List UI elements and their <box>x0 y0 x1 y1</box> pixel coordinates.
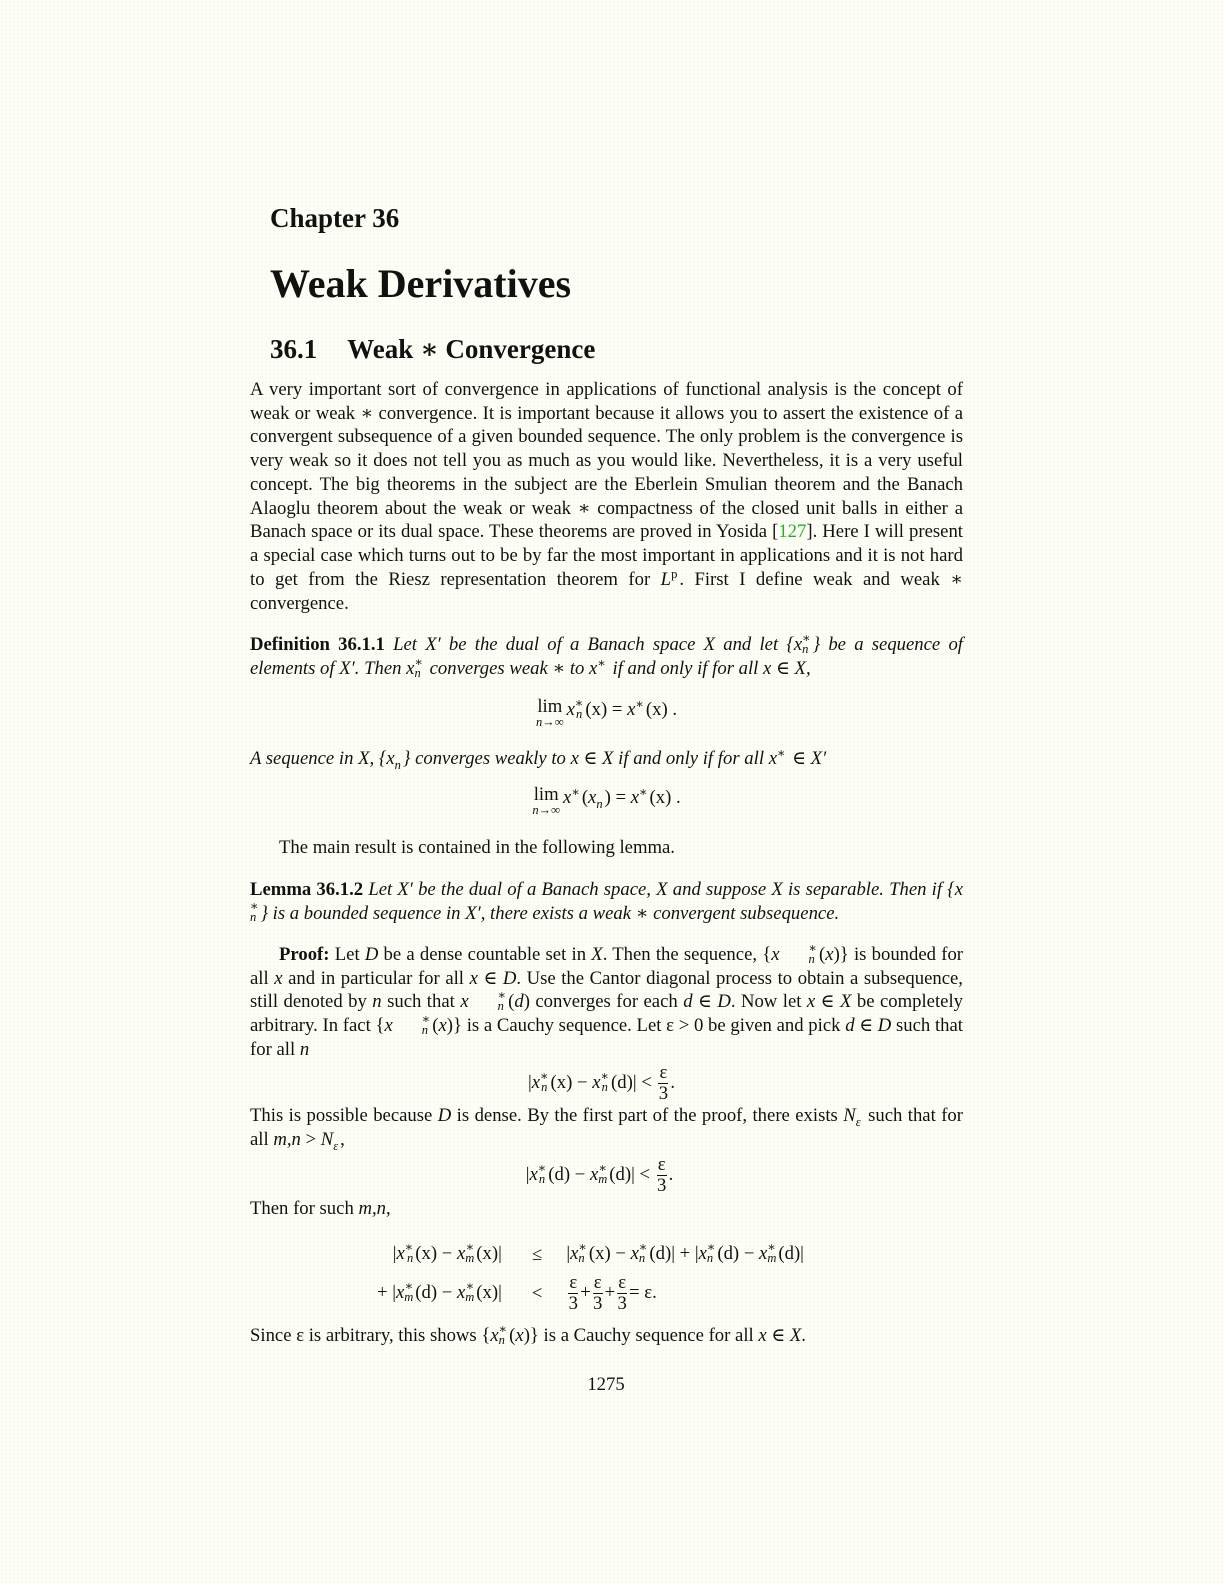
math-symbol: X <box>771 879 783 900</box>
math-symbol: x <box>438 1015 447 1037</box>
script <box>540 1068 549 1094</box>
math-text: (x) − <box>588 1243 631 1265</box>
fraction <box>568 1273 578 1314</box>
math-text: ) = <box>604 787 631 809</box>
section-number: 36.1 <box>270 334 318 364</box>
superscript: ∗ <box>578 1239 587 1254</box>
superscript: ∗ <box>706 1239 716 1254</box>
script <box>635 698 644 711</box>
superscript: ∗ <box>404 1239 414 1254</box>
subscript: n <box>576 706 583 721</box>
math-symbol: X′ <box>465 902 481 924</box>
script <box>414 654 423 680</box>
math-symbol: x <box>515 1325 524 1346</box>
subscript: ε <box>333 1138 339 1153</box>
math-symbol: D <box>717 991 731 1013</box>
denominator: 3 <box>617 1293 627 1314</box>
script <box>395 759 401 772</box>
superscript: ∗ <box>639 785 648 799</box>
math-symbol: d <box>845 1015 855 1037</box>
math-text: (x) − <box>415 1243 457 1265</box>
math-symbol: d <box>683 991 693 1013</box>
math-symbol: X′ <box>339 657 355 679</box>
math-symbol: x <box>274 967 283 989</box>
subscript: n <box>808 951 815 966</box>
script <box>598 1160 608 1186</box>
intro-paragraph: A very important sort of convergence in applications of functional analysis is the concept of weak or weak ∗ convergence. It is important because it allows you to assert the existence of a convergent subsequence of a given bounded sequence. The only problem is the convergence is very weak so it does not tell you as much as you would like. Nevertheless, it is a very useful concept. The big theorems in the subject are the Eberlein Smulian theorem and the Banach Alaoglu theorem about the weak or weak ∗ compactness of the closed unit balls in either a Banach space or its dual space. These theorems are proved in Yosida [127]. Here I will present a special case which turns out to be by far the most important in applications and it is not hard to get from the Riesz representation theorem for L p . First I define weak and weak ∗ convergence. <box>250 379 963 614</box>
equation-rhs <box>554 1236 816 1273</box>
math-symbol: x <box>469 967 478 989</box>
limit-operator <box>536 698 564 728</box>
subscript: n <box>414 665 421 680</box>
math-symbol: x <box>698 1243 707 1265</box>
numerator: ε <box>569 1272 578 1293</box>
script <box>780 940 818 966</box>
superscript: ∗ <box>802 630 811 645</box>
math-text: (d)| + | <box>649 1243 699 1265</box>
math-text: (d) − <box>717 1243 760 1265</box>
subscript: ε <box>855 1114 861 1129</box>
superscript: ∗ <box>404 1278 414 1293</box>
superscript: ∗ <box>808 940 818 955</box>
math-symbol: x <box>456 1243 466 1265</box>
script <box>596 798 602 811</box>
limit-operator <box>532 786 560 816</box>
math-text: (x)| <box>476 1243 502 1265</box>
subscript: m <box>404 1289 414 1304</box>
equation-lhs <box>365 1273 520 1314</box>
subscript: n <box>706 1250 714 1265</box>
math-symbol: n <box>299 1038 310 1060</box>
subscript: n <box>250 910 257 925</box>
script <box>767 1239 777 1265</box>
math-symbol: x <box>825 944 834 965</box>
math-text: (x) . <box>645 699 678 721</box>
math-symbol: D <box>877 1015 892 1037</box>
math-text: . <box>668 1163 674 1185</box>
script <box>802 630 811 656</box>
math-text: | <box>528 1071 532 1093</box>
subscript: m <box>767 1250 777 1265</box>
lim-subscript: n→∞ <box>535 715 564 729</box>
math-text: (d)| < <box>611 1071 657 1093</box>
superscript: ∗ <box>421 1011 431 1026</box>
subscript: n <box>394 757 401 772</box>
math-text: + <box>604 1281 616 1303</box>
math-symbol: X′ <box>425 634 441 655</box>
math-symbol: x <box>386 748 395 770</box>
equation-weak-star-limit <box>250 695 963 729</box>
superscript: ∗ <box>498 1321 508 1336</box>
math-symbol: x <box>627 699 636 721</box>
math-symbol: x <box>395 1282 405 1304</box>
math-symbol: x <box>763 657 772 679</box>
math-symbol: x <box>793 634 803 655</box>
math-symbol: X′ <box>810 748 827 770</box>
script <box>404 1239 414 1265</box>
script <box>465 1278 475 1304</box>
script <box>639 786 648 799</box>
subscript: n <box>421 1022 429 1037</box>
math-symbol: x <box>406 657 415 679</box>
superscript: ∗ <box>537 1160 547 1175</box>
chapter-title: Weak Derivatives <box>270 261 572 306</box>
math-symbol: N <box>843 1105 856 1126</box>
proof-paragraph: Proof: Let D be a dense countable set in X. Then the sequence, {x ∗ n (x)} is bounded for all x and in particular for all x ∈ D. Use the Cantor diagonal process to obtain a subsequence, still denoted by n such that x ∗ n (d) converges for each d ∈ D. Now let x ∈ X be completely arbitrary. In fact {x ∗ n (x)} is a Cauchy sequence. Let ε > 0 be given and pick d ∈ D such that for all n <box>250 940 964 1060</box>
math-text: . <box>670 1071 675 1093</box>
subscript: m <box>465 1289 475 1304</box>
math-symbol: m,n <box>358 1198 386 1219</box>
math-symbol: n <box>372 991 382 1013</box>
math-symbol: x <box>490 1325 499 1346</box>
superscript: ∗ <box>776 746 786 760</box>
denominator: 3 <box>658 1083 669 1104</box>
math-text: (d)| < <box>609 1163 655 1185</box>
script <box>600 1068 610 1094</box>
math-symbol: x <box>570 748 579 770</box>
math-text: = ε. <box>629 1281 657 1303</box>
subscript: n <box>538 1171 546 1186</box>
math-symbol: D <box>437 1105 452 1126</box>
math-symbol: x <box>758 1325 767 1346</box>
math-symbol: x <box>396 1243 405 1265</box>
math-text: + | <box>377 1282 396 1304</box>
lim-text: lim <box>537 696 563 717</box>
denominator: 3 <box>656 1175 667 1196</box>
equation-density-bound <box>245 1063 958 1104</box>
subscript: n <box>601 1079 608 1094</box>
math-symbol: X <box>703 634 716 655</box>
definition-36-1-1: Definition 36.1.1 Let X′ be the dual of a Banach space X and let {x ∗ n } be a sequence of elements of X′. Then x ∗ n converges weak ∗ to x ∗ if and only if for all x ∈ X, <box>250 630 963 680</box>
equation-weak-limit <box>250 786 963 816</box>
math-symbol: x <box>630 1243 639 1265</box>
script <box>250 901 259 923</box>
script <box>706 1239 716 1265</box>
subscript: n <box>498 1332 505 1347</box>
subscript: n <box>497 999 504 1014</box>
math-symbol: x <box>589 1163 599 1185</box>
math-symbol: x <box>771 944 780 965</box>
math-symbol: x <box>566 699 575 721</box>
math-symbol: x <box>630 787 639 809</box>
math-symbol: x <box>768 748 777 770</box>
script <box>597 657 606 670</box>
math-symbol: d <box>514 991 524 1013</box>
script <box>333 1140 338 1153</box>
numerator: ε <box>659 1062 668 1083</box>
math-symbol: x <box>592 1071 601 1093</box>
math-symbol: X′ <box>397 879 413 900</box>
superscript: ∗ <box>540 1068 549 1083</box>
run-label: Proof: <box>279 944 330 965</box>
lemma-intro: The main result is contained in the following lemma. <box>279 837 675 858</box>
math-symbol: x <box>570 1243 579 1265</box>
page-number: 1275 <box>587 1374 625 1395</box>
math-text: | <box>392 1243 397 1265</box>
subscript: n <box>578 1250 585 1265</box>
math-symbol: x <box>806 991 816 1013</box>
math-symbol: X <box>358 748 370 770</box>
math-text: (x)| <box>476 1282 502 1304</box>
script <box>574 695 584 721</box>
superscript: ∗ <box>598 1160 608 1175</box>
denominator: 3 <box>568 1293 578 1314</box>
possible-paragraph: This is possible because D is dense. By the first part of the proof, there exists N ε such that for all m,n > N ε , <box>250 1105 963 1153</box>
math-symbol: m,n <box>273 1129 301 1151</box>
script <box>571 786 580 799</box>
math-symbol: x <box>588 787 597 809</box>
equation-row <box>365 1273 816 1314</box>
math-symbol: X <box>656 879 668 900</box>
script <box>537 1160 547 1186</box>
math-symbol: X <box>794 657 806 679</box>
math-symbol: x <box>589 657 598 679</box>
math-symbol: x <box>759 1243 768 1265</box>
chapter-label: Chapter 36 <box>270 203 400 233</box>
fraction <box>617 1273 627 1314</box>
script <box>498 1321 508 1347</box>
math-text: | <box>525 1163 530 1185</box>
numerator: ε <box>593 1272 602 1293</box>
math-symbol: N <box>320 1129 334 1151</box>
script <box>465 1239 475 1265</box>
script <box>469 990 507 1012</box>
script <box>393 1011 431 1037</box>
lim-subscript: n→∞ <box>532 803 561 817</box>
superscript: ∗ <box>414 654 423 669</box>
math-symbol: X <box>839 991 852 1013</box>
subscript: n <box>541 1079 548 1094</box>
math-text: (d)| <box>778 1243 804 1265</box>
math-symbol: X <box>789 1325 802 1346</box>
math-symbol: x <box>456 1282 466 1304</box>
math-symbol: x <box>531 1071 541 1093</box>
math-text: (x) . <box>649 787 681 809</box>
script <box>578 1239 587 1265</box>
superscript: ∗ <box>597 655 606 670</box>
superscript: ∗ <box>574 695 584 710</box>
fraction <box>658 1063 668 1104</box>
superscript: ∗ <box>635 697 644 711</box>
math-symbol: x <box>460 991 469 1013</box>
math-symbol: X <box>591 944 603 965</box>
math-symbol: x <box>384 1015 393 1037</box>
numerator: ε <box>657 1154 666 1175</box>
superscript: ∗ <box>571 785 580 799</box>
superscript: ∗ <box>465 1239 475 1254</box>
math-text: ( <box>581 787 589 809</box>
weak-convergence-definition: A sequence in X, {x n } converges weakly to x ∈ X if and only if for all x ∗ ∈ X′ <box>250 746 827 772</box>
superscript: p <box>671 566 678 581</box>
subscript: n <box>802 641 809 656</box>
math-symbol: L <box>660 568 672 590</box>
math-symbol: x <box>563 787 572 809</box>
numerator: ε <box>618 1272 627 1293</box>
math-symbol: x <box>529 1163 538 1185</box>
then-paragraph: Then for such m,n, <box>250 1198 391 1219</box>
fraction <box>657 1155 667 1196</box>
section-title: Weak ∗ Convergence <box>347 334 596 364</box>
superscript: ∗ <box>638 1239 648 1254</box>
subscript: n <box>638 1250 646 1265</box>
script <box>638 1239 648 1265</box>
reference-link[interactable]: 127 <box>778 521 807 543</box>
script <box>777 747 786 760</box>
superscript: ∗ <box>600 1068 610 1083</box>
script <box>404 1278 414 1304</box>
math-symbol: D <box>502 967 517 989</box>
lim-text: lim <box>533 784 559 805</box>
subscript: m <box>598 1171 608 1186</box>
run-label: Lemma 36.1.2 <box>250 879 364 900</box>
math-text: (d) − <box>548 1163 590 1185</box>
math-text: (x) = <box>585 699 628 721</box>
equation-relation: ≤ <box>531 1243 543 1265</box>
equation-row <box>365 1236 816 1273</box>
script <box>671 568 677 581</box>
equation-cauchy-bound <box>243 1155 956 1196</box>
run-label: Definition 36.1.1 <box>250 634 385 655</box>
fraction <box>593 1273 603 1314</box>
script <box>856 1116 861 1129</box>
math-symbol: D <box>364 944 379 965</box>
subscript: n <box>407 1250 414 1265</box>
equation-relation: < <box>531 1282 543 1304</box>
math-text: | <box>566 1243 571 1265</box>
superscript: ∗ <box>250 899 259 914</box>
math-text: (d) − <box>415 1282 457 1304</box>
superscript: ∗ <box>465 1278 475 1293</box>
subscript: n <box>596 796 603 811</box>
subscript: m <box>465 1250 475 1265</box>
math-text: (x) − <box>550 1071 593 1093</box>
lemma-36-1-2: Lemma 36.1.2 Let X′ be the dual of a Banach space, X and suppose X is separable. Then if {x ∗ n } is a bounded sequence in X′, there exists a weak ∗ convergent subsequence. <box>250 879 963 925</box>
superscript: ∗ <box>497 988 507 1003</box>
conclusion-paragraph: Since ε is arbitrary, this shows {x ∗ n (x)} is a Cauchy sequence for all x ∈ X. <box>250 1321 806 1347</box>
math-symbol: X <box>602 748 614 770</box>
math-text: + <box>580 1281 591 1303</box>
section-heading <box>270 334 595 365</box>
denominator: 3 <box>593 1293 603 1314</box>
math-symbol: x <box>954 879 963 900</box>
superscript: ∗ <box>767 1239 776 1254</box>
equation-triangle-inequality <box>365 1236 816 1314</box>
equation-lhs <box>365 1236 520 1273</box>
equation-rhs <box>554 1273 816 1314</box>
